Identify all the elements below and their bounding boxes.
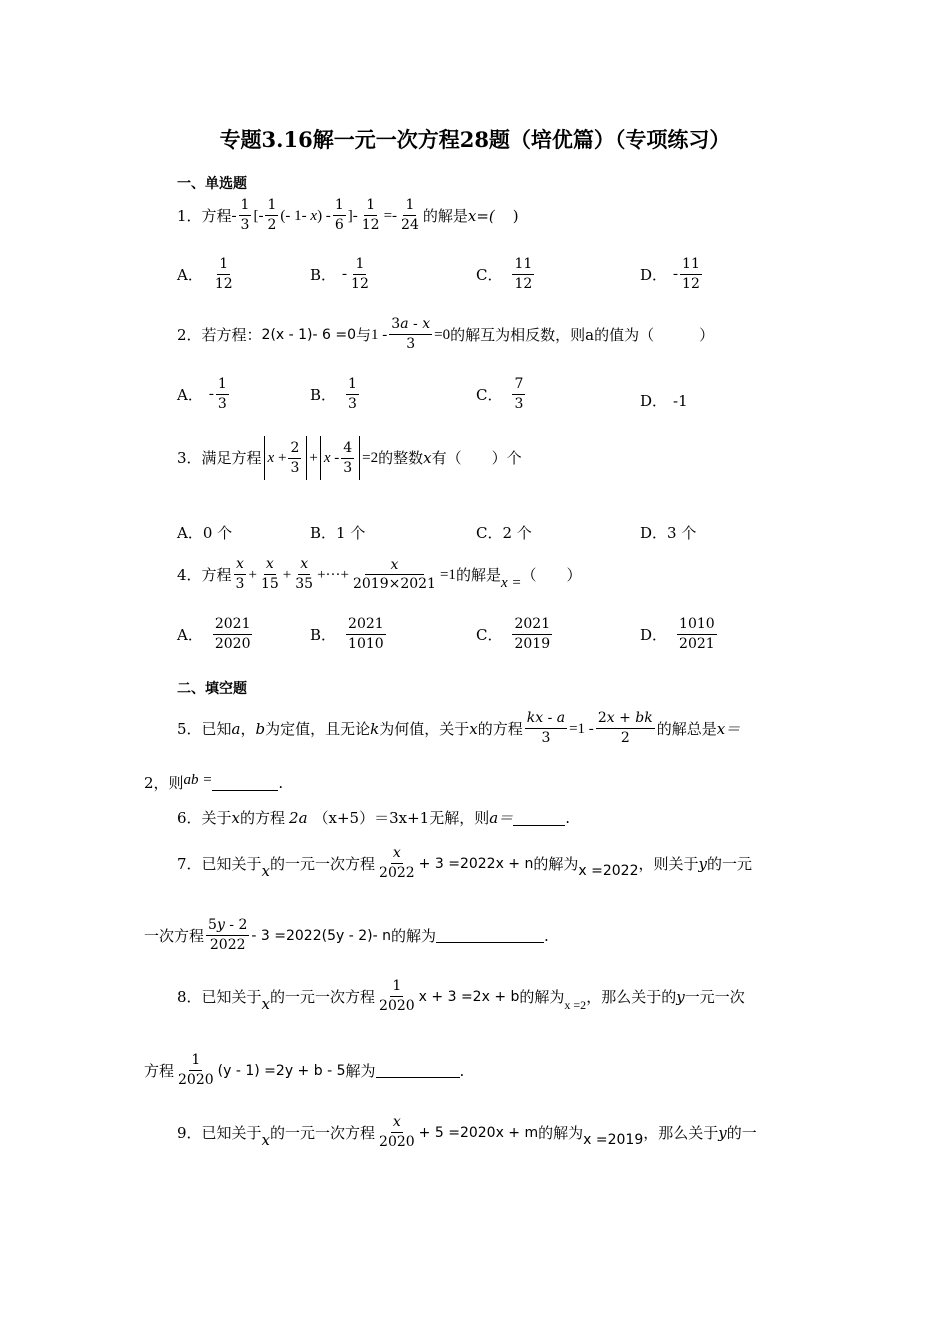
q3-option-c[interactable]: C．2 个 [476,524,532,542]
question-4: 4．方程 $\frac{x}{3}$ + $\frac{x}{15}$ + $\frac{x}{35}$ +···+ $\frac{x}{2019\times 2021}$ =1 的解是 x = （ ） [177,556,582,592]
fraction-1-24: $\frac{1}{24}$ [401,197,419,233]
fraction-x-2019x2021: $\frac{x}{2019\times 2021}$ [352,556,436,592]
answer-blank-8[interactable] [376,1063,460,1078]
question-7-line-1: 7．已知关于 x 的一元一次方程 $\frac{x}{2022}$ + 3 =2022x + n 的解为 x =2022 ，则关于 y 的一元 [177,845,752,881]
fraction-3a-x-3: $\frac{3a - x}{3}$ [391,316,431,352]
question-1-label: 1．方程 [177,206,232,225]
question-3-label: 3．满足方程 [177,449,262,467]
question-7-line-2: 一次方程 $\frac{5y - 2}{2022}$ - 3 =2022(5y - 2)- n 的解为 . [144,917,549,953]
q1-option-d[interactable]: D． - $\frac{11}{12}$ [640,256,700,292]
q3-option-a[interactable]: A．0 个 [177,524,233,542]
question-8-line-1: 8．已知关于 x 的一元一次方程 $\frac{1}{2020}$ x + 3 =2x + b 的解为 x =2 ，那么关于的 y 一元一次 [177,978,745,1014]
question-6: 6．关于 x 的方程 2a （x+5）＝3x+1 无解，则 a＝ . [177,809,570,827]
q2-option-c[interactable]: C． $\frac{7}{3}$ [476,376,524,412]
q1-option-a[interactable]: A． $\frac{1}{12}$ [177,256,233,292]
question-4-label: 4．方程 [177,565,232,584]
answer-blank-6[interactable] [513,811,565,826]
question-1: 1．方程 - $\frac{1}{3}$ [- $\frac{1}{2}$ (- 1- x) - $\frac{1}{6}$ ]- $\frac{1}{12}$ =- $\frac{1}{24}$ 的解是 x=( ) [177,197,519,233]
q4-option-d[interactable]: D． $\frac{1010}{2021}$ [640,616,715,652]
question-5-line-2: 2，则 ab = . [144,772,284,792]
question-3: 3．满足方程 x + $\frac{2}{3}$ + x - $\frac{4}{3}$ =2 的整数 x 有（ ）个 [177,436,522,480]
fraction-1-6: $\frac{1}{6}$ [334,197,344,233]
question-8-line-2: 方程 $\frac{1}{2020}$ (y - 1) =2y + b - 5 解为 . [144,1052,465,1088]
answer-blank-7[interactable] [436,928,544,943]
q4-option-b[interactable]: B． $\frac{2021}{1010}$ [310,616,384,652]
q4-option-a[interactable]: A． $\frac{2021}{2020}$ [177,616,251,652]
fraction-1-3: $\frac{1}{3}$ [240,197,250,233]
q2-option-b[interactable]: B． $\frac{1}{3}$ [310,376,357,412]
question-9-line-1: 9．已知关于 x 的一元一次方程 $\frac{x}{2020}$ + 5 =2020x + m 的解为 x =2019 ，那么关于 y 的一 [177,1114,757,1150]
section-heading-single-choice: 一、单选题 [177,176,247,192]
question-2: 2．若方程： 2(x - 1)- 6 =0 与 1 - $\frac{3a - x}{3}$ =0 的解互为相反数，则 a 的值为（ ） [177,316,715,352]
question-5-line-1: 5．已知 a ， b 为定值，且无论 k 为何值，关于 x 的方程 $\frac{kx - a}{3}$ =1 - $\frac{2x + bk}{2}$ 的解总是 x＝ [177,710,741,746]
section-heading-fill-in: 二、填空题 [177,681,247,697]
question-2-label: 2．若方程： [177,325,262,344]
absolute-value-1: x + $\frac{2}{3}$ [264,436,308,480]
fraction-1-12: $\frac{1}{12}$ [361,197,380,233]
page-title: 专题3.16解一元一次方程28题（培优篇）（专项练习） [219,127,731,152]
answer-blank-5[interactable] [212,776,278,791]
q4-option-c[interactable]: C． $\frac{2021}{2019}$ [476,616,551,652]
q1-option-c[interactable]: C． $\frac{11}{12}$ [476,256,533,292]
q2-option-d[interactable]: D． -1 [640,391,688,410]
absolute-value-2: x - $\frac{4}{3}$ [320,436,360,480]
q3-option-d[interactable]: D．3 个 [640,524,697,542]
q2-option-a[interactable]: A． - $\frac{1}{3}$ [177,376,227,412]
fraction-1-2: $\frac{1}{2}$ [267,197,277,233]
q1-option-b[interactable]: B． - $\frac{1}{12}$ [310,256,369,292]
q3-option-b[interactable]: B．1 个 [310,524,366,542]
